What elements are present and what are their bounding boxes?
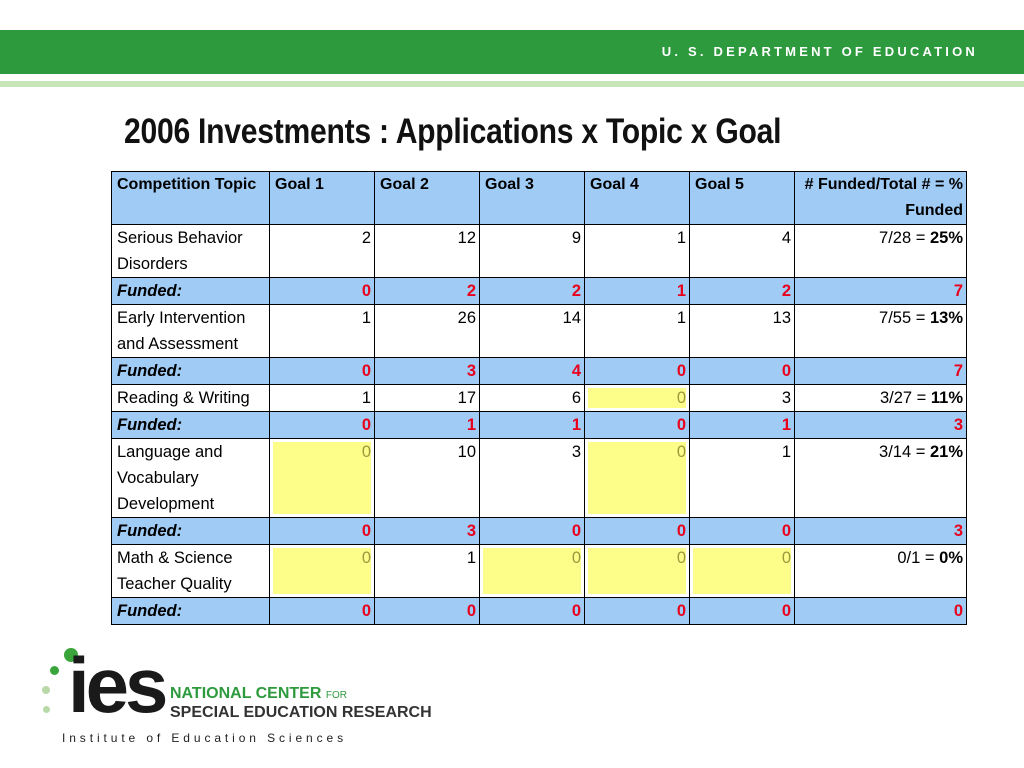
funded-total: 3 xyxy=(795,518,967,545)
application-count-goal-3: 6 xyxy=(480,385,585,412)
percent-funded: 13% xyxy=(929,309,963,327)
topic-name: Serious Behavior Disorders xyxy=(112,225,270,278)
logo-dot xyxy=(43,706,50,713)
funded-label: Funded: xyxy=(112,598,270,625)
header-goal-2: Goal 2 xyxy=(375,172,480,225)
table-header-row xyxy=(112,172,967,225)
application-count-goal-2: 17 xyxy=(375,385,480,412)
institute-name: Institute of Education Sciences xyxy=(62,731,347,745)
application-count-goal-2: 10 xyxy=(375,439,480,518)
application-count-goal-3: 3 xyxy=(480,439,585,518)
funded-count-goal-2: 3 xyxy=(375,358,480,385)
application-count-goal-1: 0 xyxy=(270,545,375,598)
table-row xyxy=(112,545,967,598)
logo-dot xyxy=(50,666,59,675)
funded-label: Funded: xyxy=(112,278,270,305)
application-count-goal-2: 1 xyxy=(375,545,480,598)
topic-name: Math & Science Teacher Quality xyxy=(112,545,270,598)
funded-count-goal-4: 0 xyxy=(585,518,690,545)
funded-count-goal-2: 2 xyxy=(375,278,480,305)
table-row xyxy=(112,439,967,518)
funded-count-goal-5: 2 xyxy=(690,278,795,305)
funded-total: 7 xyxy=(795,358,967,385)
topic-name: Early Intervention and Assessment xyxy=(112,305,270,358)
funded-count-goal-2: 0 xyxy=(375,598,480,625)
funded-label: Funded: xyxy=(112,412,270,439)
application-count-goal-1: 1 xyxy=(270,385,375,412)
funded-count-goal-3: 0 xyxy=(480,598,585,625)
header-goal-1: Goal 1 xyxy=(270,172,375,225)
application-count-goal-5: 4 xyxy=(690,225,795,278)
header-goal-3: Goal 3 xyxy=(480,172,585,225)
funded-count-goal-5: 0 xyxy=(690,518,795,545)
application-count-goal-1: 2 xyxy=(270,225,375,278)
ratio-text: 3/14 = xyxy=(879,443,926,461)
header-topic: Competition Topic xyxy=(112,172,270,225)
application-count-goal-4: 1 xyxy=(585,305,690,358)
application-count-goal-5: 3 xyxy=(690,385,795,412)
logo-dot xyxy=(42,686,50,694)
topic-name: Language and Vocabulary Development xyxy=(112,439,270,518)
funded-ratio xyxy=(795,385,967,412)
investments-table xyxy=(111,171,967,625)
funded-total: 7 xyxy=(795,278,967,305)
funded-count-goal-3: 2 xyxy=(480,278,585,305)
funded-count-goal-4: 1 xyxy=(585,278,690,305)
application-count-goal-1: 1 xyxy=(270,305,375,358)
funded-count-goal-4: 0 xyxy=(585,412,690,439)
percent-funded: 0% xyxy=(939,549,963,567)
ratio-text: 3/27 = xyxy=(879,389,927,407)
funded-label: Funded: xyxy=(112,518,270,545)
funded-total: 3 xyxy=(795,412,967,439)
funded-count-goal-1: 0 xyxy=(270,518,375,545)
funded-ratio xyxy=(795,305,967,358)
application-count-goal-5: 1 xyxy=(690,439,795,518)
header-funded-ratio: # Funded/Total # = % Funded xyxy=(795,172,967,225)
logo-center-name: NATIONAL CENTER FOR xyxy=(170,685,347,702)
application-count-goal-2: 12 xyxy=(375,225,480,278)
table-row xyxy=(112,225,967,278)
ies-logo xyxy=(40,642,440,762)
table-row xyxy=(112,385,967,412)
header-goal-4: Goal 4 xyxy=(585,172,690,225)
funded-count-goal-4: 0 xyxy=(585,358,690,385)
funded-count-goal-2: 3 xyxy=(375,518,480,545)
header-bar xyxy=(0,30,1024,74)
header-divider xyxy=(0,81,1024,87)
funded-row xyxy=(112,358,967,385)
funded-count-goal-1: 0 xyxy=(270,598,375,625)
application-count-goal-4: 0 xyxy=(585,385,690,412)
funded-row xyxy=(112,598,967,625)
table-row xyxy=(112,305,967,358)
funded-row xyxy=(112,518,967,545)
funded-count-goal-4: 0 xyxy=(585,598,690,625)
application-count-goal-3: 14 xyxy=(480,305,585,358)
slide-title: 2006 Investments : Applications x Topic x Goal xyxy=(124,112,782,151)
logo-research-name: SPECIAL EDUCATION RESEARCH xyxy=(170,704,432,721)
percent-funded: 11% xyxy=(930,389,963,407)
funded-total: 0 xyxy=(795,598,967,625)
logo-letters: ies xyxy=(68,641,165,729)
application-count-goal-4: 1 xyxy=(585,225,690,278)
funded-row xyxy=(112,412,967,439)
application-count-goal-3: 9 xyxy=(480,225,585,278)
funded-ratio xyxy=(795,439,967,518)
funded-count-goal-2: 1 xyxy=(375,412,480,439)
funded-count-goal-1: 0 xyxy=(270,412,375,439)
application-count-goal-1: 0 xyxy=(270,439,375,518)
application-count-goal-2: 26 xyxy=(375,305,480,358)
application-count-goal-4: 0 xyxy=(585,439,690,518)
ratio-text: 0/1 = xyxy=(897,549,935,567)
application-count-goal-5: 0 xyxy=(690,545,795,598)
funded-ratio xyxy=(795,545,967,598)
funded-label: Funded: xyxy=(112,358,270,385)
funded-count-goal-1: 0 xyxy=(270,278,375,305)
percent-funded: 21% xyxy=(929,443,963,461)
application-count-goal-4: 0 xyxy=(585,545,690,598)
funded-count-goal-3: 4 xyxy=(480,358,585,385)
application-count-goal-3: 0 xyxy=(480,545,585,598)
department-name: U. S. DEPARTMENT OF EDUCATION xyxy=(661,44,978,59)
ratio-text: 7/55 = xyxy=(879,309,926,327)
funded-ratio xyxy=(795,225,967,278)
funded-count-goal-3: 1 xyxy=(480,412,585,439)
application-count-goal-5: 13 xyxy=(690,305,795,358)
funded-count-goal-5: 0 xyxy=(690,358,795,385)
funded-count-goal-3: 0 xyxy=(480,518,585,545)
funded-count-goal-1: 0 xyxy=(270,358,375,385)
header-goal-5: Goal 5 xyxy=(690,172,795,225)
topic-name: Reading & Writing xyxy=(112,385,270,412)
percent-funded: 25% xyxy=(929,229,963,247)
funded-row xyxy=(112,278,967,305)
ratio-text: 7/28 = xyxy=(879,229,926,247)
funded-count-goal-5: 0 xyxy=(690,598,795,625)
funded-count-goal-5: 1 xyxy=(690,412,795,439)
